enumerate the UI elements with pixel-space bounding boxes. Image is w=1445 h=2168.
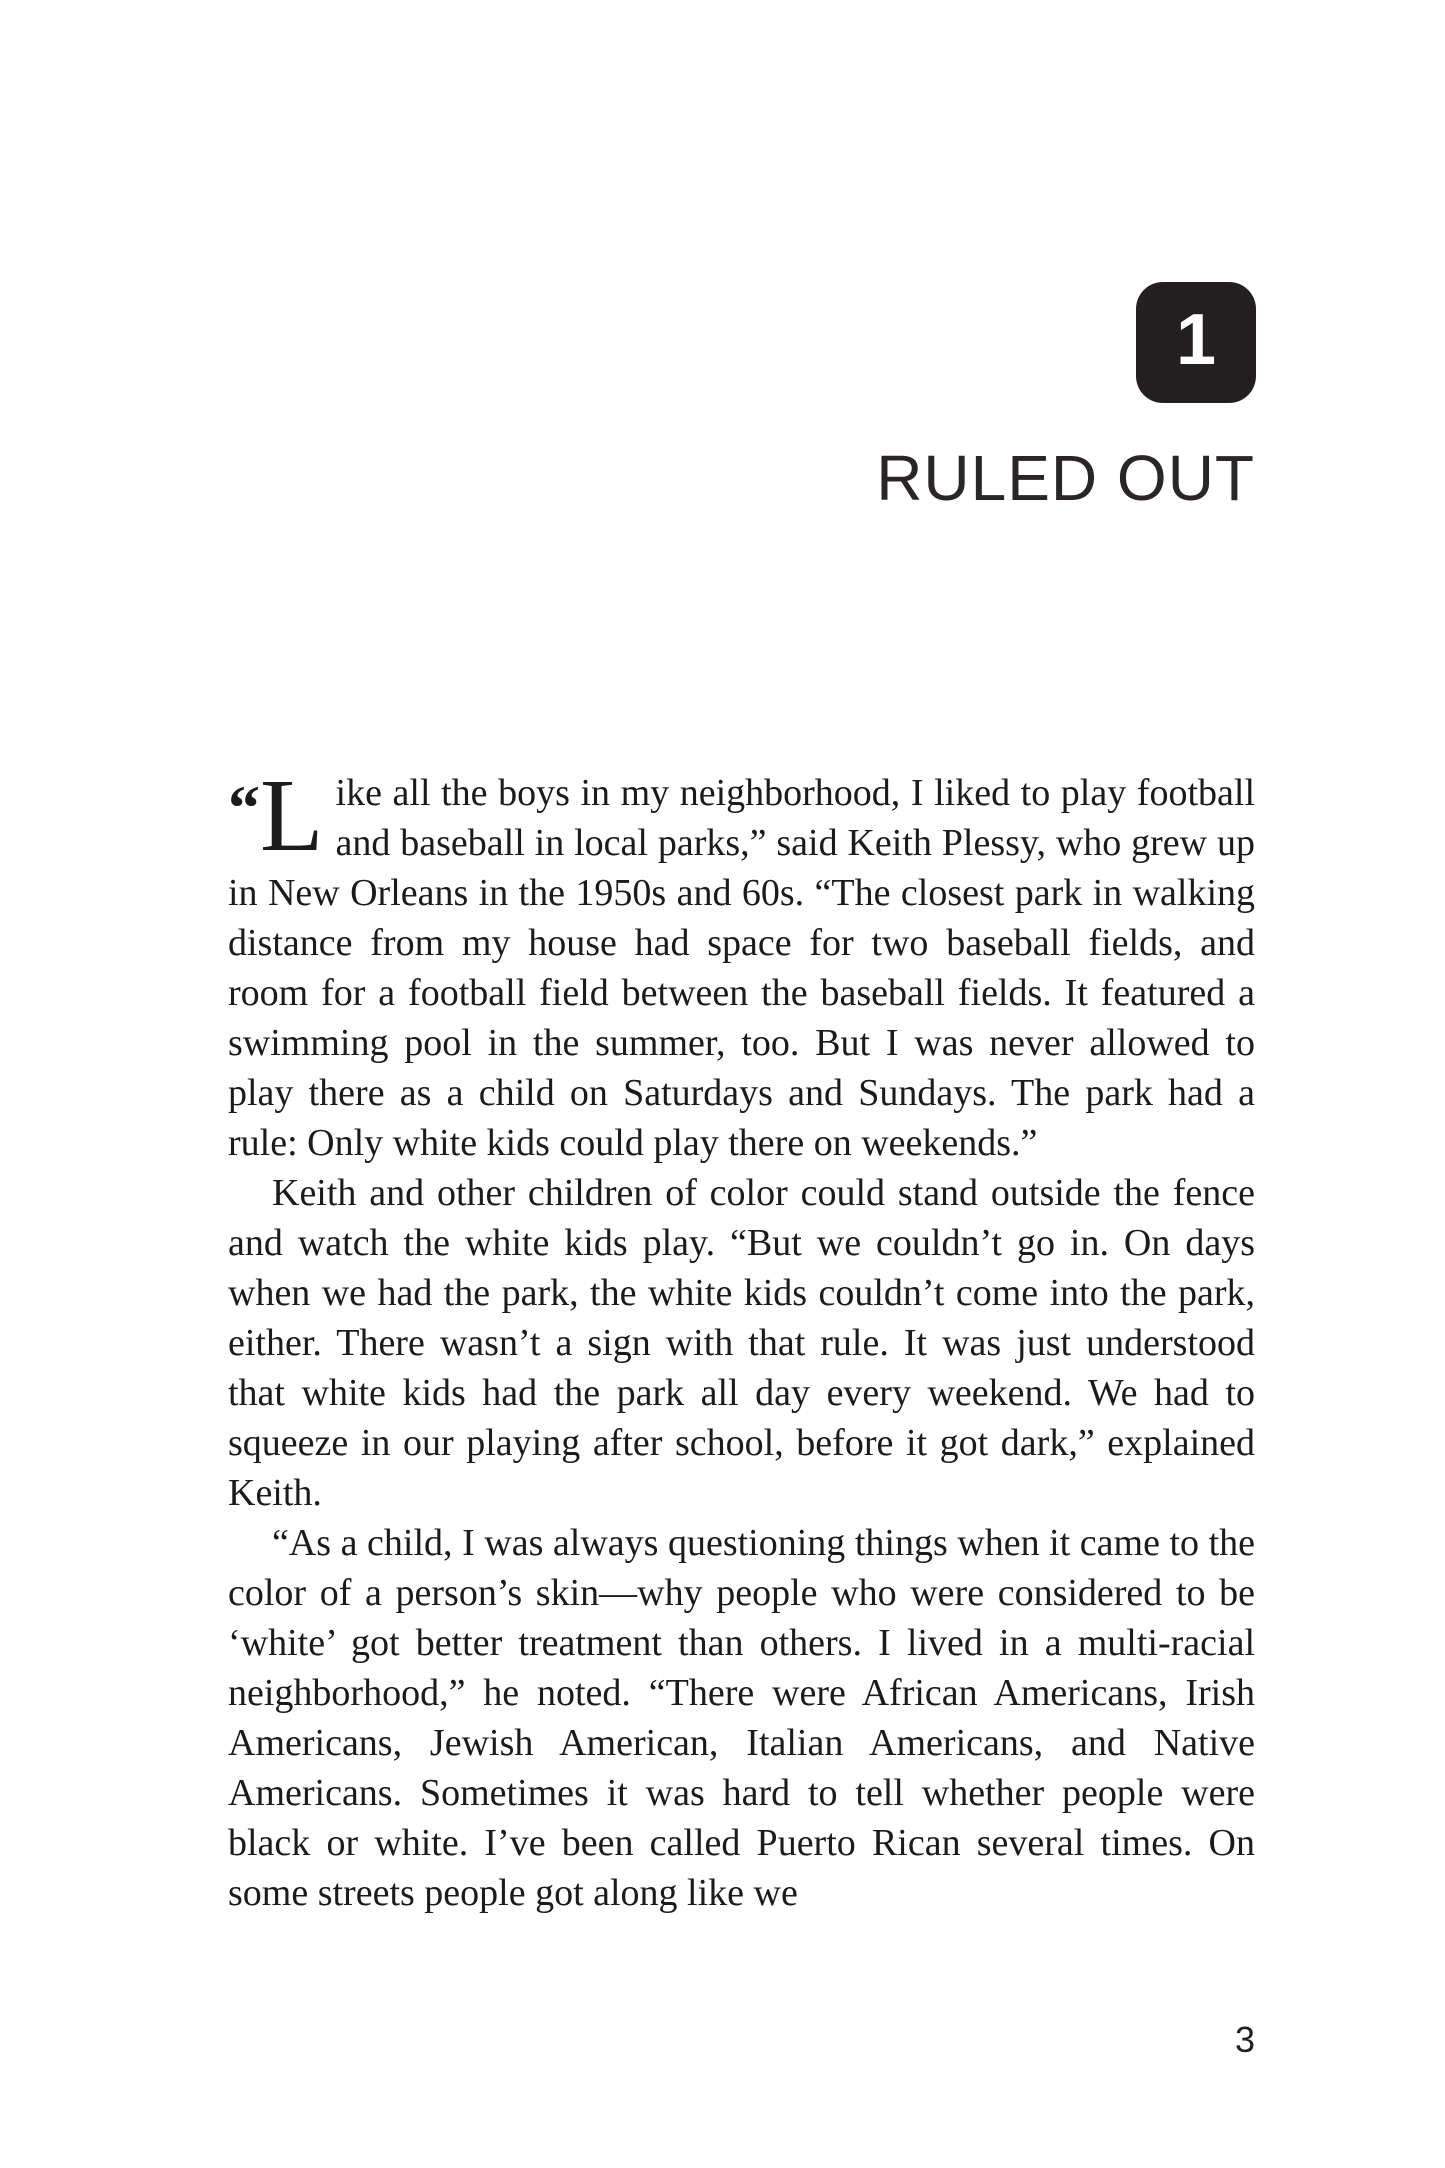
chapter-number: 1 — [1175, 299, 1217, 380]
chapter-number-badge — [1136, 282, 1256, 403]
paragraph-2: Keith and other children of color could stand outside the fence and watch the white kids play. “But we couldn’t go in. On days when we had the park, the white kids couldn’t come into the park, either. There wasn’t a sign with that rule. It was just understood that white kids had the park all day every weekend. We had to squeeze in our playing after school, before it got dark,” explained Keith. — [228, 1172, 1255, 1514]
dropcap-block — [228, 758, 324, 873]
dropcap-letter: L — [260, 758, 324, 873]
dropcap-open-quote: “ — [228, 772, 256, 843]
paragraph-1 — [228, 758, 1255, 1168]
body-text — [228, 758, 1255, 1918]
page-number: 3 — [1234, 2019, 1255, 2060]
paragraph-1-text: ike all the boys in my neighborhood, I liked to play football and baseball in local parks,” said Keith Plessy, who grew up in New Orleans in the 1950s and 60s. “The closest park in walking distance from my house had space for two baseball fields, and room for a football field between the baseball fields. It featured a swimming pool in the summer, too. But I was never allowed to play there as a child on Saturdays and Sundays. The park had a rule: Only white kids could play there on weekends.” — [228, 772, 1255, 1164]
paragraph-3: “As a child, I was always questioning things when it came to the color of a person’s skin—why people who were considered to be ‘white’ got better treatment than others. I lived in a multi-racial neighborhood,” he noted. “There were African Americans, Irish Americans, Jewish American, Italian Americans, and Native Americans. Sometimes it was hard to tell whether people were black or white. I’ve been called Puerto Rican several times. On some streets people got along like we — [228, 1522, 1255, 1914]
chapter-title: RULED OUT — [876, 442, 1255, 514]
